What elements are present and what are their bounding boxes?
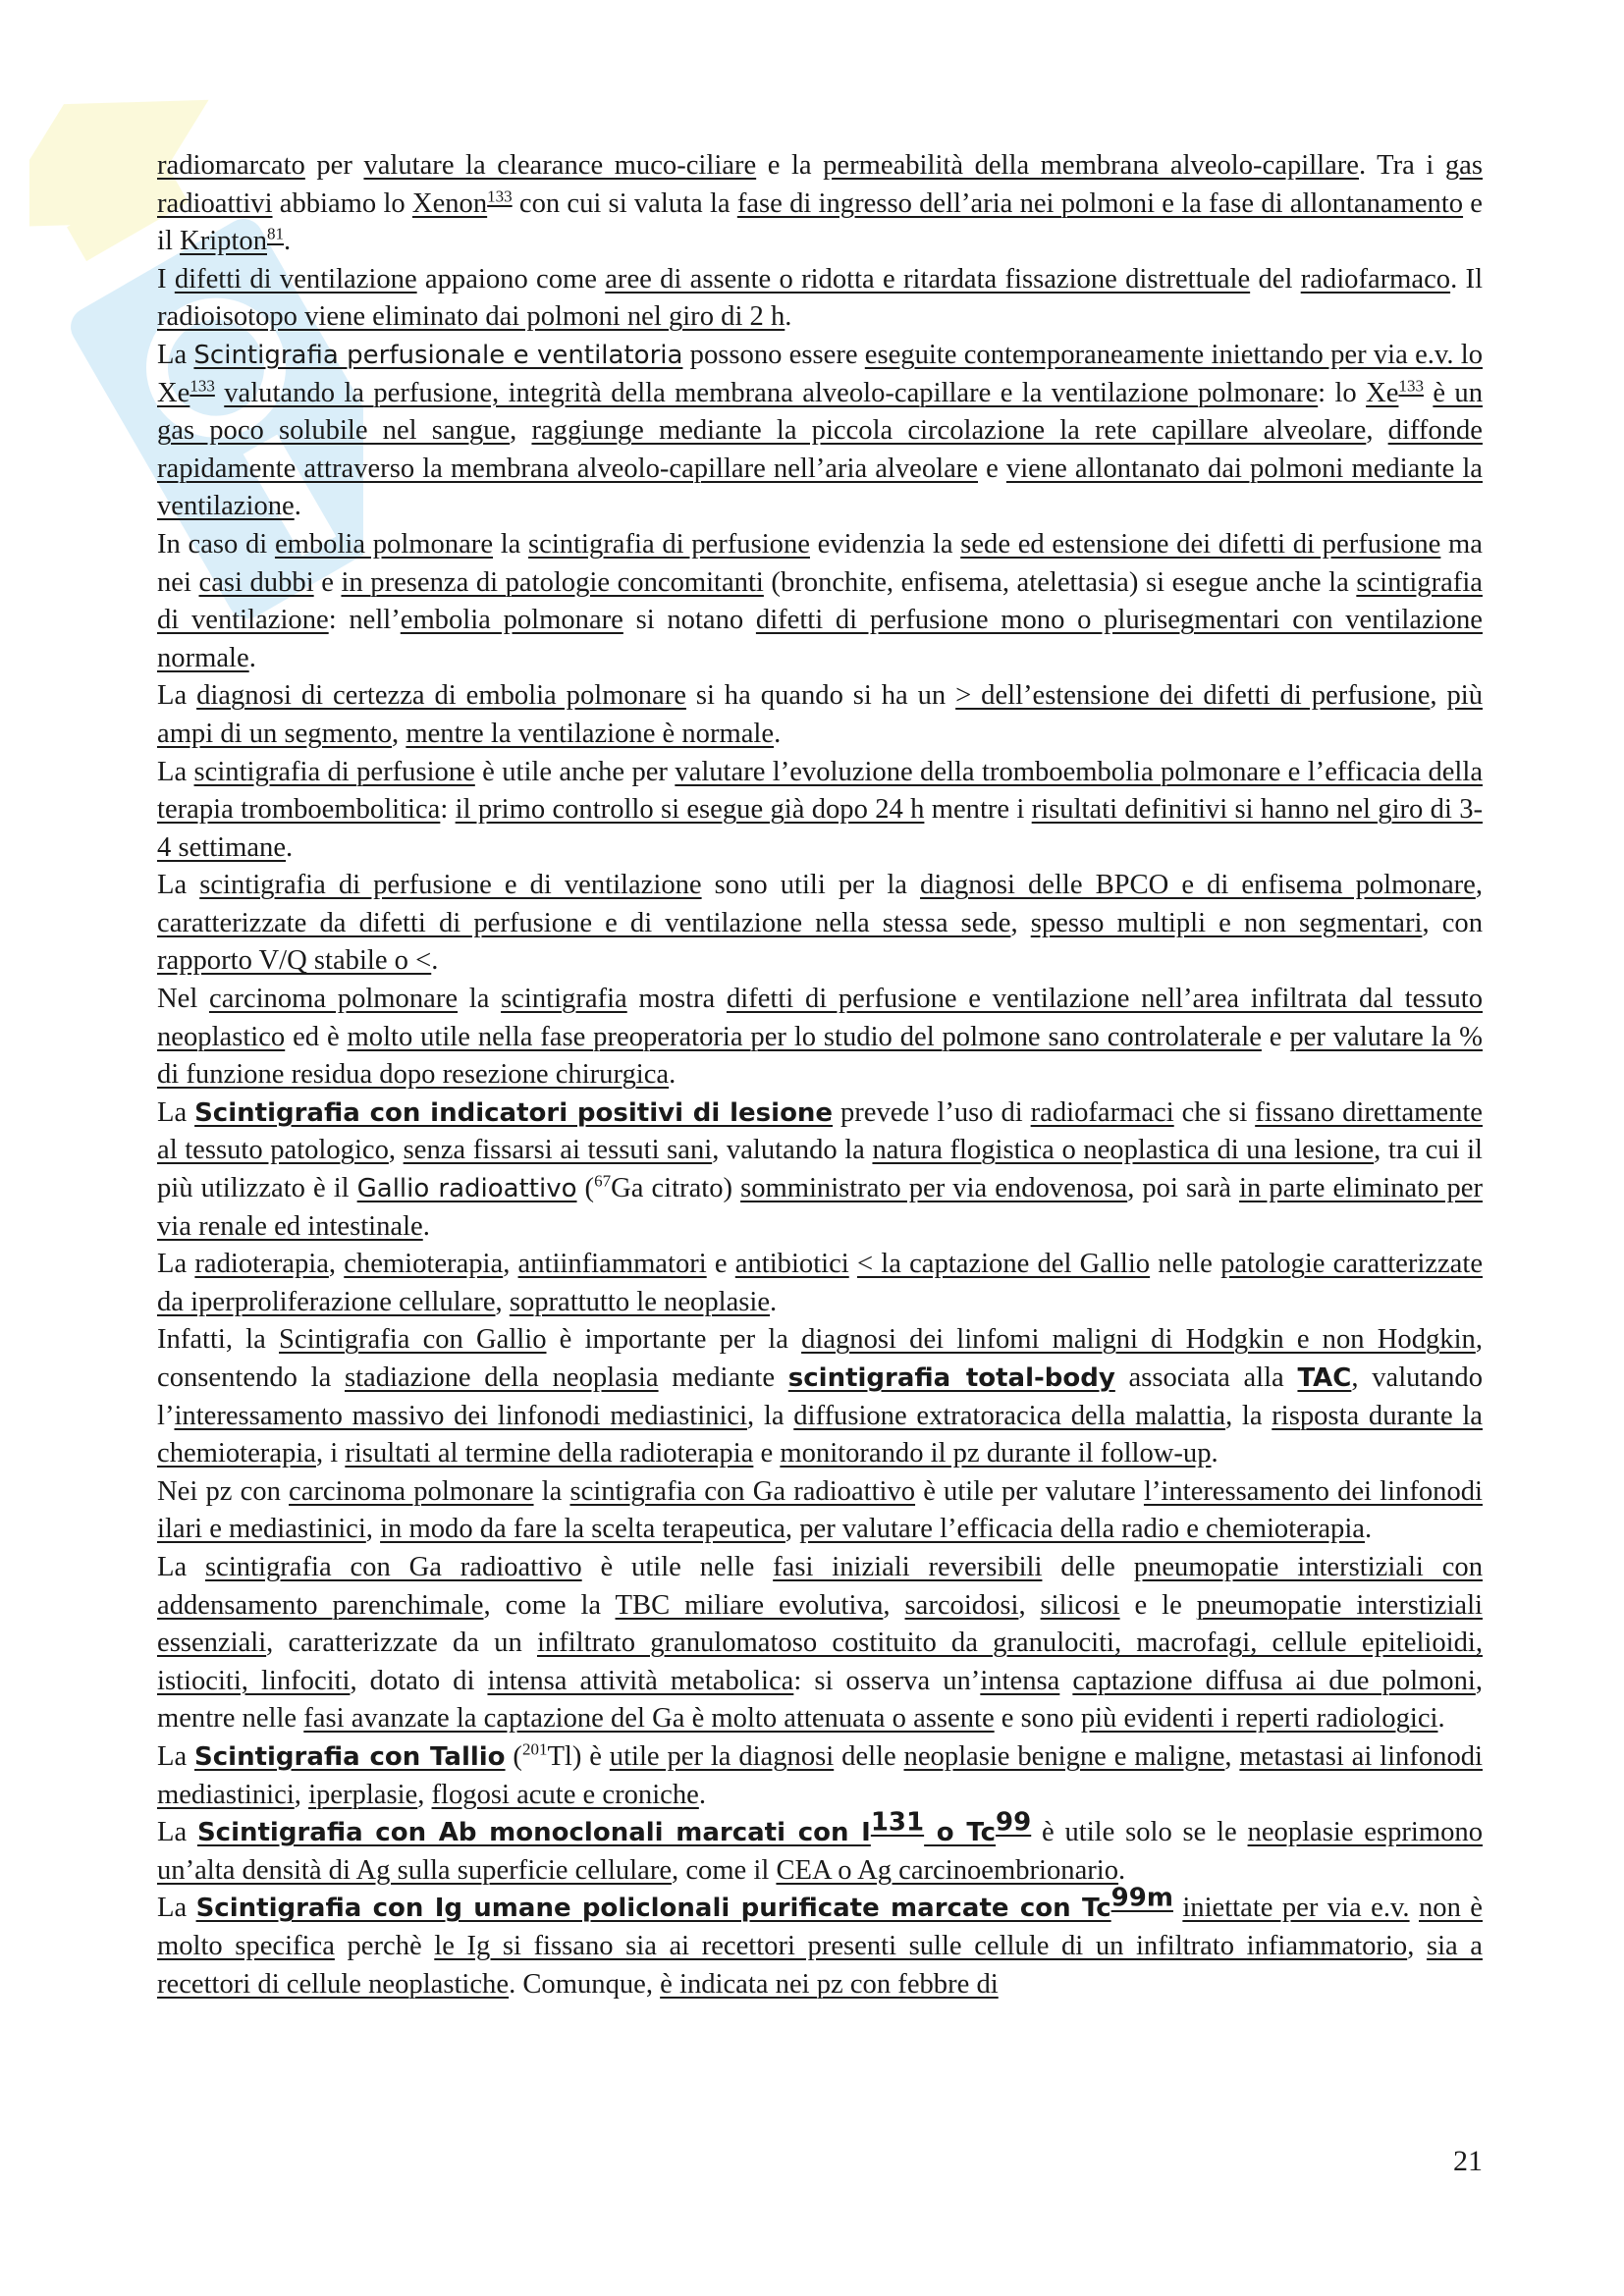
underlined-text: TBC miliare evolutiva bbox=[615, 1589, 884, 1621]
text-run: ( bbox=[505, 1740, 522, 1772]
text-run: associata alla bbox=[1114, 1362, 1298, 1393]
text-run: e il bbox=[157, 187, 1483, 257]
text-run: La bbox=[157, 1740, 195, 1772]
text-run: La bbox=[157, 1096, 195, 1128]
underlined-text: spesso multipli e non segmentari bbox=[1030, 907, 1423, 938]
text-run: . bbox=[431, 945, 439, 977]
text-run bbox=[1173, 1893, 1182, 1923]
paragraph bbox=[157, 677, 1483, 753]
underlined-text: fasi avanzate la captazione del Ga è molto attenuata o assente bbox=[303, 1703, 995, 1735]
underlined-text: il primo controllo si esegue già dopo 24 h bbox=[455, 794, 925, 826]
text-run: . bbox=[770, 1286, 778, 1317]
text-run: , come la bbox=[483, 1589, 616, 1621]
superscript: 99m bbox=[1110, 1883, 1173, 1913]
text-run bbox=[849, 1249, 857, 1279]
text-run: . bbox=[1364, 1514, 1373, 1545]
text-run: la bbox=[533, 1475, 570, 1507]
text-run: Ga citrato) bbox=[611, 1173, 741, 1204]
text-run: . bbox=[248, 642, 256, 673]
underlined-text: in parte eliminato per via renale ed intestinale bbox=[157, 1173, 1483, 1242]
underlined-text: Scintigrafia con indicatori positivi di lesione bbox=[194, 1097, 834, 1128]
underlined-text: le Ig si fissano sia ai recettori presenti sulle cellule di un infiltrato infiammatorio bbox=[434, 1930, 1408, 1961]
underlined-text: patologie caratterizzate da iperproliferazione cellulare bbox=[157, 1249, 1484, 1317]
underlined-text: Gallio radioattivo bbox=[356, 1174, 577, 1204]
underlined-text: TAC bbox=[1297, 1363, 1352, 1393]
page-number: 21 bbox=[1453, 2145, 1483, 2177]
underlined-text: o Tc bbox=[924, 1818, 997, 1848]
text-run: del bbox=[1250, 263, 1301, 294]
underlined-text: scintigrafia di ventilazione bbox=[157, 566, 1483, 636]
text-run: ( bbox=[576, 1173, 595, 1204]
underlined-text: scintigrafia di perfusione bbox=[193, 756, 475, 787]
text-run bbox=[1059, 1666, 1072, 1696]
superscript: 133 bbox=[189, 376, 215, 396]
text-run: e sono bbox=[994, 1703, 1081, 1735]
underlined-text: in modo da fare la scelta terapeutica bbox=[380, 1514, 785, 1545]
text-run: si notano bbox=[623, 605, 756, 636]
underlined-text: valutare la clearance muco-ciliare bbox=[363, 150, 757, 181]
paragraph bbox=[157, 1473, 1483, 1549]
underlined-text: per valutare l’efficacia della radio e chemioterapia bbox=[799, 1514, 1365, 1545]
paragraph bbox=[157, 1549, 1483, 1738]
text-run: La bbox=[157, 339, 194, 370]
text-run: e bbox=[1261, 1021, 1290, 1052]
underlined-text: senza fissarsi ai tessuti sani bbox=[403, 1135, 713, 1166]
superscript: 67 bbox=[594, 1171, 612, 1191]
text-run: La bbox=[157, 1817, 197, 1848]
text-run: , bbox=[883, 1589, 905, 1621]
text-run: La bbox=[157, 680, 197, 712]
underlined-text: risultati definitivi si hanno nel giro di 3-4 settimane bbox=[157, 794, 1484, 863]
paragraph bbox=[157, 261, 1483, 337]
underlined-text: Scintigrafia con Ig umane policlonali purificate marcate con Tc bbox=[195, 1894, 1111, 1924]
underlined-text: raggiunge mediante la piccola circolazione la rete capillare alveolare bbox=[531, 415, 1367, 447]
text-run: ma nei bbox=[157, 528, 1483, 598]
underlined-text: più ampi di un segmento bbox=[157, 680, 1483, 749]
underlined-text: Xenon bbox=[411, 187, 488, 219]
underlined-text: più evidenti i reperti radiologici bbox=[1080, 1703, 1438, 1735]
underlined-text: interessamento massivo dei linfonodi mediastinici bbox=[174, 1400, 748, 1431]
text-run: , bbox=[1475, 870, 1484, 901]
text-run: e bbox=[706, 1249, 735, 1280]
text-run: . bbox=[1437, 1703, 1445, 1735]
text-run: . bbox=[785, 301, 792, 333]
text-run: e bbox=[753, 1438, 781, 1469]
underlined-text: natura flogistica o neoplastica di una lesione bbox=[872, 1135, 1375, 1166]
superscript: 133 bbox=[1398, 376, 1424, 396]
text-run: . bbox=[286, 831, 294, 863]
underlined-text: scintigrafia con Ga radioattivo bbox=[205, 1551, 582, 1582]
underlined-text: permeabilità della membrana alveolo-capillare bbox=[823, 150, 1359, 181]
underlined-text: infiltrato granulomatoso costituito da granulociti, macrofagi, cellule epitelioidi, istiociti, linfociti bbox=[157, 1628, 1483, 1696]
paragraph bbox=[157, 981, 1483, 1095]
underlined-text: embolia polmonare bbox=[400, 605, 623, 636]
underlined-text: antibiotici bbox=[734, 1249, 849, 1280]
text-run: . Il bbox=[1450, 263, 1484, 294]
underlined-text: Scintigrafia con Ab monoclonali marcati con I bbox=[196, 1818, 871, 1848]
underlined-text: risposta durante la chemioterapia bbox=[157, 1400, 1483, 1469]
text-run: è utile nelle bbox=[581, 1551, 774, 1582]
text-run: . bbox=[774, 718, 782, 749]
underlined-text: carcinoma polmonare bbox=[209, 984, 459, 1015]
text-run: La bbox=[157, 1249, 195, 1280]
text-run: La bbox=[157, 1893, 196, 1924]
text-run: si ha quando si ha un bbox=[685, 680, 956, 712]
underlined-text: utile per la diagnosi bbox=[609, 1740, 835, 1772]
underlined-text: radioisotopo viene eliminato dai polmoni nel giro di 2 h bbox=[157, 301, 785, 333]
underlined-text: diffonde rapidamente attraverso la membrana alveolo-capillare nell’aria alveolare bbox=[157, 415, 1483, 484]
paragraph bbox=[157, 1807, 1484, 1890]
underlined-text: chemioterapia bbox=[344, 1249, 504, 1280]
underlined-text: > dell’estensione dei difetti di perfusione bbox=[955, 680, 1431, 712]
underlined-text: è indicata nei pz con febbre di bbox=[660, 1968, 999, 2000]
underlined-text: in presenza di patologie concomitanti bbox=[341, 566, 764, 598]
underlined-text: diagnosi delle BPCO e di enfisema polmonare bbox=[920, 870, 1476, 901]
text-run: , bbox=[1430, 680, 1447, 712]
text-run bbox=[215, 378, 224, 408]
text-run: , la bbox=[747, 1400, 794, 1431]
text-run: , bbox=[417, 1779, 432, 1810]
text-run: , dotato di bbox=[350, 1665, 488, 1696]
underlined-text: sarcoidosi bbox=[904, 1589, 1019, 1621]
underlined-text: difetti di ventilazione bbox=[174, 263, 417, 294]
text-run: . bbox=[1211, 1438, 1218, 1469]
text-run: la bbox=[458, 984, 502, 1015]
text-run: , consentendo la bbox=[157, 1324, 1483, 1393]
text-run: , bbox=[503, 1249, 518, 1280]
text-run: ed è bbox=[285, 1021, 348, 1052]
text-run: nelle bbox=[1150, 1249, 1221, 1280]
superscript: 131 bbox=[870, 1807, 925, 1838]
paragraph bbox=[157, 1883, 1483, 2003]
underlined-text: embolia polmonare bbox=[274, 528, 494, 560]
underlined-text: eseguite contemporaneamente iniettando per via e.v. lo Xe bbox=[157, 339, 1484, 408]
text-run: , con bbox=[1422, 907, 1483, 938]
underlined-text: casi dubbi bbox=[198, 566, 314, 598]
text-run: , caratterizzate da un bbox=[266, 1628, 537, 1659]
superscript: 81 bbox=[267, 224, 284, 243]
underlined-text: non è molto specifica bbox=[157, 1893, 1483, 1961]
underlined-text: neoplasie esprimono un’alta densità di Ag sulla superficie cellulare bbox=[157, 1817, 1484, 1886]
underlined-text: Scintigrafia perfusionale e ventilatoria bbox=[193, 340, 683, 370]
text-run: che si bbox=[1173, 1096, 1256, 1128]
underlined-text: caratterizzate da difetti di perfusione e di ventilazione nella stessa sede bbox=[157, 907, 1011, 938]
underlined-text: Kripton bbox=[180, 226, 267, 257]
text-run: , bbox=[1224, 1740, 1240, 1772]
text-run: abbiamo lo bbox=[272, 187, 412, 219]
text-run: . Tra i bbox=[1359, 150, 1445, 181]
text-run: . bbox=[284, 226, 292, 257]
text-run: per bbox=[304, 150, 364, 181]
text-run: con cui si valuta la bbox=[512, 187, 737, 219]
text-run: I bbox=[157, 263, 175, 294]
text-run: possono essere bbox=[682, 339, 865, 370]
text-run: : si osserva un’ bbox=[793, 1665, 981, 1696]
underlined-text: radiomarcato bbox=[157, 150, 305, 181]
underlined-text: flogosi acute e croniche bbox=[431, 1779, 699, 1810]
text-run: La bbox=[157, 1551, 206, 1582]
text-run: è utile anche per bbox=[474, 756, 676, 787]
paragraph bbox=[157, 337, 1483, 526]
text-run: e la bbox=[756, 150, 824, 181]
text-run: . bbox=[294, 491, 301, 522]
underlined-text: scintigrafia di perfusione bbox=[528, 528, 810, 560]
underlined-text: monitorando il pz durante il follow-up bbox=[780, 1438, 1212, 1469]
underlined-text: scintigrafia di perfusione e di ventilazione bbox=[199, 870, 702, 901]
text-run: : nell’ bbox=[328, 605, 401, 636]
text-run: , bbox=[1010, 907, 1031, 938]
text-run: , tra cui il più utilizzato è il bbox=[157, 1135, 1483, 1204]
underlined-text: diagnosi dei linfomi maligni di Hodgkin e non Hodgkin bbox=[801, 1324, 1476, 1356]
text-run: delle bbox=[834, 1740, 904, 1772]
text-run: evidenzia la bbox=[809, 528, 961, 560]
text-run: , bbox=[392, 718, 406, 749]
text-run: , mentre nelle bbox=[157, 1665, 1483, 1735]
text-run: : bbox=[440, 794, 456, 826]
text-run: la bbox=[493, 528, 529, 560]
text-run: Infatti, la bbox=[157, 1324, 279, 1356]
text-run: , bbox=[365, 1514, 381, 1545]
underlined-text: iniettate per via e.v. bbox=[1182, 1893, 1410, 1924]
text-run: . bbox=[1118, 1854, 1126, 1886]
text-run: , bbox=[1407, 1930, 1427, 1961]
underlined-text: aree di assente o ridotta e ritardata fissazione distrettuale bbox=[605, 263, 1251, 294]
underlined-text: rapporto V/Q stabile o < bbox=[157, 945, 432, 977]
underlined-text: intensa attività metabolica bbox=[487, 1665, 794, 1696]
underlined-text: pneumopatie interstiziali essenziali bbox=[157, 1589, 1483, 1659]
underlined-text: pneumopatie interstiziali con addensamento parenchimale bbox=[157, 1551, 1484, 1621]
underlined-text: antiinfiammatori bbox=[517, 1249, 707, 1280]
text-run: mentre i bbox=[924, 794, 1032, 826]
text-run: (bronchite, enfisema, atelettasia) si esegue anche la bbox=[763, 566, 1357, 598]
text-run: La bbox=[157, 756, 194, 787]
underlined-text: sia a recettori di cellule neoplastiche bbox=[157, 1930, 1483, 2000]
paragraph bbox=[157, 754, 1483, 868]
underlined-text: stadiazione della neoplasia bbox=[344, 1362, 659, 1393]
text-run: e bbox=[313, 566, 342, 598]
paragraph bbox=[157, 147, 1483, 261]
underlined-text: difetti di perfusione mono o plurisegmentari con ventilazione normale bbox=[157, 605, 1483, 673]
paragraph bbox=[157, 1095, 1483, 1246]
underlined-text: l’interessamento dei linfonodi ilari e mediastinici bbox=[157, 1475, 1483, 1545]
underlined-text: viene allontanato dai polmoni mediante la ventilazione bbox=[157, 453, 1483, 522]
text-run: , bbox=[294, 1779, 309, 1810]
underlined-text: CEA o Ag carcinoembrionario bbox=[776, 1854, 1119, 1886]
text-run: , valutando la bbox=[712, 1135, 873, 1166]
underlined-text: gas radioattivi bbox=[157, 150, 1483, 219]
superscript: 201 bbox=[521, 1739, 548, 1759]
underlined-text: scintigrafia bbox=[501, 984, 627, 1015]
text-run: , bbox=[495, 1286, 510, 1317]
underlined-text: captazione diffusa ai due polmoni bbox=[1072, 1665, 1476, 1696]
underlined-text: per valutare la % di funzione residua dopo resezione chirurgica bbox=[157, 1021, 1483, 1091]
text-run: , bbox=[785, 1514, 800, 1545]
underlined-text: è un gas poco solubile nel sangue bbox=[157, 377, 1484, 447]
underlined-text: Scintigrafia con Gallio bbox=[279, 1324, 547, 1356]
text-run: . bbox=[422, 1210, 430, 1242]
superscript: 99 bbox=[996, 1807, 1032, 1838]
underlined-text: fasi iniziali reversibili bbox=[773, 1551, 1043, 1582]
text-run: , bbox=[1018, 1589, 1041, 1621]
underlined-text: radioterapia bbox=[194, 1249, 329, 1280]
underlined-text: metastasi ai linfonodi mediastinici bbox=[157, 1740, 1483, 1810]
underlined-text: scintigrafia con Ga radioattivo bbox=[569, 1475, 916, 1507]
underlined-text: diffusione extratoracica della malattia bbox=[793, 1400, 1226, 1431]
underlined-text: iperplasie bbox=[308, 1779, 418, 1810]
underlined-text: carcinoma polmonare bbox=[289, 1475, 534, 1507]
underlined-text: scintigrafia total-body bbox=[787, 1363, 1115, 1393]
paragraph bbox=[157, 1738, 1483, 1814]
underlined-text: fase di ingresso dell’aria nei polmoni e la fase di allontanamento bbox=[736, 187, 1464, 219]
text-run: prevede l’uso di bbox=[833, 1096, 1031, 1128]
text-run: Nei pz con bbox=[157, 1475, 290, 1507]
underlined-text: valutando la perfusione, integrità della membrana alveolo-capillare e la ventilazione polmonare bbox=[224, 377, 1319, 408]
underlined-text: somministrato per via endovenosa bbox=[740, 1173, 1128, 1204]
text-run: e bbox=[978, 453, 1006, 484]
underlined-text: radiofarmaci bbox=[1030, 1096, 1174, 1128]
text-run: , valutando l’ bbox=[157, 1362, 1483, 1431]
underlined-text: soprattutto le neoplasie bbox=[509, 1286, 771, 1317]
underlined-text: mentre la ventilazione è normale bbox=[406, 718, 775, 749]
paragraph bbox=[157, 1246, 1483, 1321]
underlined-text: Scintigrafia con Tallio bbox=[194, 1741, 506, 1772]
text-run: , i bbox=[315, 1438, 346, 1469]
text-run: è utile per valutare bbox=[915, 1475, 1144, 1507]
text-run: In caso di bbox=[157, 528, 275, 560]
text-run bbox=[1424, 378, 1433, 408]
underlined-text: intensa bbox=[980, 1665, 1060, 1696]
text-run: , bbox=[510, 415, 532, 447]
text-run: appaiono come bbox=[416, 263, 606, 294]
text-run: . bbox=[669, 1059, 677, 1091]
text-run: , la bbox=[1225, 1400, 1272, 1431]
text-run: Tl) è bbox=[547, 1740, 610, 1772]
text-run: è importante per la bbox=[546, 1324, 802, 1356]
text-run: : lo bbox=[1318, 377, 1367, 408]
paragraph bbox=[157, 526, 1483, 677]
text-run: , bbox=[328, 1249, 345, 1280]
underlined-text: molto utile nella fase preoperatoria per lo studio del polmone sano controlaterale bbox=[347, 1021, 1262, 1052]
text-run: , bbox=[388, 1135, 404, 1166]
underlined-text: diagnosi di certezza di embolia polmonare bbox=[196, 680, 686, 712]
underlined-text: fissano direttamente al tessuto patologico bbox=[157, 1096, 1484, 1166]
text-run: . Comunque, bbox=[509, 1968, 661, 2000]
text-run: delle bbox=[1042, 1551, 1134, 1582]
underlined-text: radiofarmaco bbox=[1300, 263, 1451, 294]
text-run: , poi sarà bbox=[1127, 1173, 1240, 1204]
text-run: Nel bbox=[157, 984, 209, 1015]
text-run: , come il bbox=[672, 1854, 777, 1886]
paragraph bbox=[157, 867, 1483, 981]
underlined-text: difetti di perfusione e ventilazione nell’area infiltrata dal tessuto neoplastico bbox=[157, 984, 1484, 1052]
underlined-text: Xe bbox=[1366, 377, 1399, 408]
underlined-text: risultati al termine della radioterapia bbox=[345, 1438, 754, 1469]
underlined-text: < la captazione del Gallio bbox=[856, 1249, 1151, 1280]
text-run: La bbox=[157, 870, 200, 901]
underlined-text: valutare l’evoluzione della tromboembolia polmonare e l’efficacia della terapia tromboembolitica bbox=[157, 756, 1484, 826]
text-run: , bbox=[1366, 415, 1388, 447]
underlined-text: silicosi bbox=[1040, 1589, 1120, 1621]
text-run: sono utili per la bbox=[701, 870, 921, 901]
text-run: mediante bbox=[658, 1362, 788, 1393]
underlined-text: sede ed estensione dei difetti di perfusione bbox=[960, 528, 1441, 560]
superscript: 133 bbox=[487, 187, 513, 206]
text-run: mostra bbox=[626, 984, 727, 1015]
text-run: . bbox=[698, 1779, 706, 1810]
paragraph bbox=[157, 1321, 1483, 1472]
text-run: è utile solo se le bbox=[1031, 1817, 1248, 1848]
underlined-text: neoplasie benigne e maligne bbox=[903, 1740, 1225, 1772]
text-run: perchè bbox=[334, 1930, 435, 1961]
document-body bbox=[157, 147, 1483, 2003]
text-run: e le bbox=[1119, 1589, 1197, 1621]
text-run bbox=[1410, 1893, 1419, 1923]
